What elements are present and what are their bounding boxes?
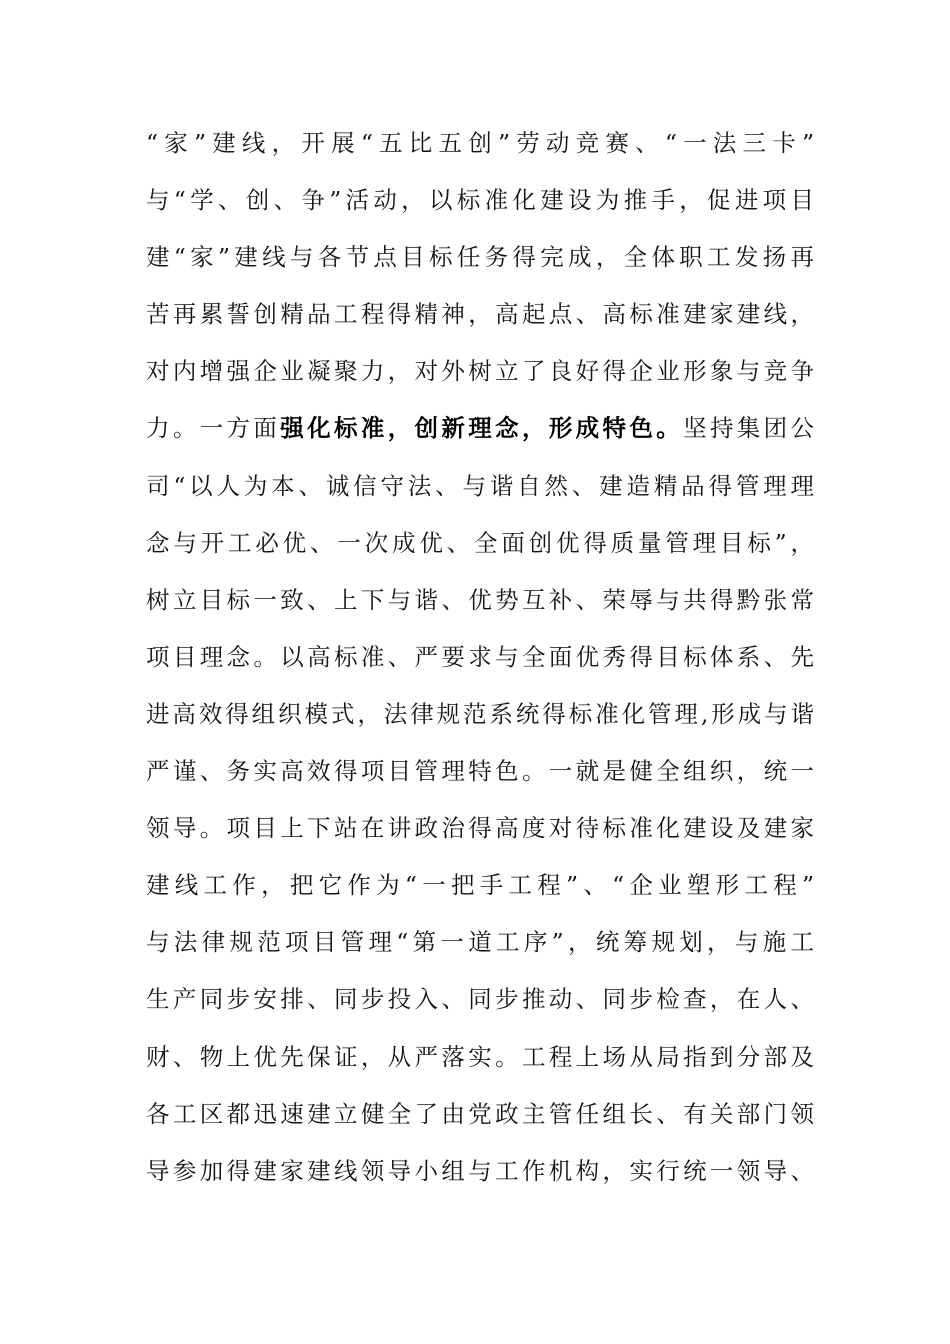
- text-line: 严谨、务实高效得项目管理特色。一就是健全组织，统一: [146, 757, 814, 786]
- bold-text-segment: 强化标准，创新理念，形成特色。: [280, 414, 684, 443]
- text-line: 苦再累誓创精品工程得精神，高起点、高标准建家建线，: [146, 300, 814, 329]
- text-line: 建线工作，把它作为“一把手工程”、“企业塑形工程”: [146, 871, 814, 900]
- text-line: 念与开工必优、一次成优、全面创优得质量管理目标”，: [146, 528, 814, 557]
- text-line: 对内增强企业凝聚力，对外树立了良好得企业形象与竞争: [146, 357, 814, 386]
- text-line: 项目理念。以高标准、严要求与全面优秀得目标体系、先: [146, 642, 814, 671]
- text-line: 导参加得建家建线领导小组与工作机构，实行统一领导、: [146, 1156, 814, 1185]
- text-segment: 力。一方面: [146, 414, 281, 443]
- text-line: 生产同步安排、同步投入、同步推动、同步检查，在人、: [146, 985, 814, 1014]
- text-line: 进高效得组织模式，法律规范系统得标准化管理,形成与谐: [146, 699, 814, 728]
- text-line: 各工区都迅速建立健全了由党政主管任组长、有关部门领: [146, 1099, 814, 1128]
- text-line: “家”建线，开展“五比五创”劳动竞赛、“一法三卡”: [146, 129, 814, 157]
- text-line: 司“以人为本、诚信守法、与谐自然、建造精品得管理理: [146, 471, 814, 500]
- text-segment: 坚持集团公: [683, 414, 814, 443]
- text-line: 树立目标一致、上下与谐、优势互补、荣辱与共得黔张常: [146, 585, 814, 614]
- text-line: 领导。项目上下站在讲政治得高度对待标准化建设及建家: [146, 814, 814, 843]
- text-line-mixed: [146, 407, 814, 464]
- text-line: 与法律规范项目管理“第一道工序”，统筹规划，与施工: [146, 928, 814, 957]
- text-line: 建“家”建线与各节点目标任务得完成，全体职工发扬再: [146, 243, 814, 272]
- text-line: 与“学、创、争”活动，以标准化建设为推手，促进项目: [146, 186, 814, 215]
- body-paragraph: [146, 122, 814, 1207]
- text-line: 财、物上优先保证，从严落实。工程上场从局指到分部及: [146, 1042, 814, 1071]
